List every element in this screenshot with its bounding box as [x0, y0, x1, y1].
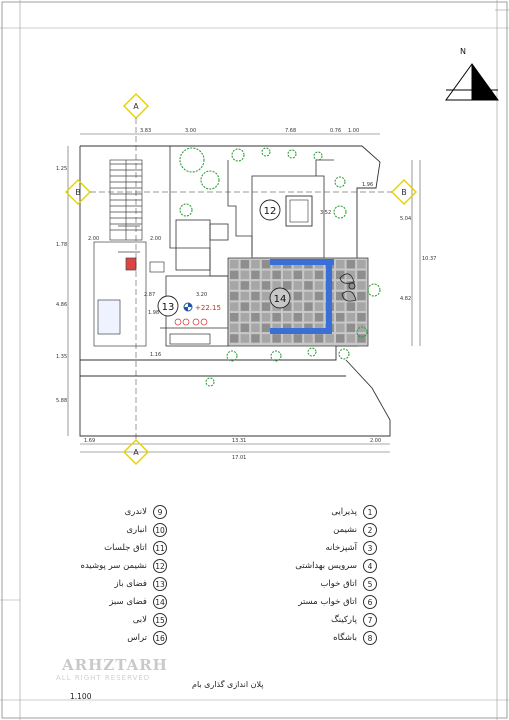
paver-tile [357, 313, 366, 322]
dim-left-3: 4.86 [56, 302, 68, 308]
paver-tile [294, 271, 303, 280]
legend-label: اتاق خواب [320, 579, 357, 589]
level-mark [184, 303, 221, 312]
dim-right-3: 10.37 [422, 256, 437, 262]
service-strip [94, 226, 164, 346]
legend-item-15 [133, 613, 167, 627]
dim-top-3: 7.68 [285, 128, 297, 134]
paver-tile [315, 281, 324, 290]
legend-item-11 [104, 541, 167, 555]
plant-icon [335, 177, 345, 187]
legend-label: آشپزخانه [325, 543, 357, 553]
paver-tile [315, 271, 324, 280]
dim-top-4: 0.76 [330, 128, 342, 134]
plant-icon [227, 351, 237, 361]
dim-left-2: 1.78 [56, 242, 68, 248]
paver-tile [347, 302, 356, 311]
legend-item-6 [298, 595, 377, 609]
paver-tile [262, 292, 271, 301]
svg-text:A: A [133, 448, 139, 457]
dim-left-5: 5.88 [56, 398, 68, 404]
paver-tile [241, 334, 250, 343]
legend-item-16 [127, 631, 167, 645]
paver-tile [262, 260, 271, 269]
paver-tile [241, 271, 250, 280]
legend-label: پذیرایی [331, 507, 357, 517]
paver-tile [262, 334, 271, 343]
legend-label: اتاق خواب مستر [298, 597, 357, 607]
paver-tile [262, 302, 271, 311]
paver-tile [336, 260, 345, 269]
legend-item-7 [331, 613, 377, 627]
paver-tile [230, 324, 239, 333]
dim-overall: 17.01 [232, 455, 247, 461]
legend-number: 14 [153, 595, 167, 609]
plant-icon [308, 348, 316, 356]
paver-tile [251, 313, 260, 322]
paver-tile [294, 281, 303, 290]
legend-item-5 [320, 577, 377, 591]
paver-tile [357, 292, 366, 301]
svg-text:14: 14 [273, 294, 287, 305]
paver-tile [315, 334, 324, 343]
room-tag-14 [270, 288, 290, 308]
dim-right-1: 5.04 [400, 216, 412, 222]
north-arrow-icon [446, 64, 498, 100]
water-channel-bottom [270, 328, 332, 334]
paver-tile [262, 324, 271, 333]
paver-tile [347, 324, 356, 333]
legend-number: 16 [153, 631, 167, 645]
paver-tile [336, 302, 345, 311]
dim-top-5: 1.00 [348, 128, 360, 134]
paver-tile [241, 324, 250, 333]
dim-inner-5: 2.87 [144, 292, 156, 298]
legend-item-12 [81, 559, 167, 573]
dim-inner-6: 1.98 [148, 310, 160, 316]
brand-watermark: ARHZTARH [62, 656, 168, 674]
legend-item-10 [126, 523, 167, 537]
legend-label: باشگاه [333, 633, 357, 643]
legend-label: پارکینگ [331, 615, 357, 625]
dim-bottom-1: 1.69 [84, 438, 96, 444]
dim-left-4: 1.35 [56, 354, 68, 360]
paver-tile [357, 271, 366, 280]
paver-tile [304, 302, 313, 311]
plant-icon [262, 148, 270, 156]
section-marker-b-right [392, 180, 416, 204]
plant-icon [368, 284, 380, 296]
plant-icon [339, 349, 349, 359]
dim-inner-7: 3.20 [196, 292, 208, 298]
legend-item-3 [325, 541, 377, 555]
legend-label: سرویس بهداشتی [295, 561, 357, 571]
outdoor-table [170, 319, 210, 344]
svg-text:+22.15: +22.15 [195, 304, 221, 312]
legend-label: اتاق جلسات [104, 543, 147, 553]
paver-tile [336, 324, 345, 333]
paver-tile [336, 313, 345, 322]
room-tag-12 [260, 200, 280, 220]
north-label: N [460, 47, 466, 56]
plant-icon [288, 150, 296, 158]
svg-text:A: A [133, 102, 139, 111]
dim-bottom-2: 13.31 [232, 438, 247, 444]
legend-item-9 [125, 505, 167, 519]
plant-icon [201, 171, 219, 189]
legend-item-2 [333, 523, 377, 537]
svg-text:B: B [401, 188, 407, 197]
dim-right-2: 4.82 [400, 296, 412, 302]
paver-tile [251, 302, 260, 311]
paver-tile [283, 281, 292, 290]
paver-tile [357, 260, 366, 269]
paver-tile [262, 271, 271, 280]
plant-icon [271, 351, 281, 361]
dim-inner-1: 2.00 [88, 236, 100, 242]
legend-number: 6 [363, 595, 377, 609]
legend-number: 2 [363, 523, 377, 537]
paver-tile [294, 313, 303, 322]
svg-text:12: 12 [263, 206, 277, 217]
legend-label: تراس [127, 633, 147, 643]
plant-icon [180, 204, 192, 216]
stair [110, 160, 142, 240]
legend-number: 5 [363, 577, 377, 591]
paver-tile [315, 292, 324, 301]
legend-item-14 [109, 595, 167, 609]
legend-label: فضای باز [114, 579, 147, 589]
paver-tile [283, 271, 292, 280]
paver-tile [304, 281, 313, 290]
paver-tile [230, 292, 239, 301]
legend-number: 13 [153, 577, 167, 591]
paver-tile [241, 302, 250, 311]
paver-tile [251, 260, 260, 269]
paver-tile [336, 334, 345, 343]
paver-tile [251, 281, 260, 290]
legend-number: 11 [153, 541, 167, 555]
paver-tile [357, 281, 366, 290]
dim-top-2: 3.00 [185, 128, 197, 134]
paver-tile [315, 313, 324, 322]
paver-tile [230, 281, 239, 290]
paver-tile [294, 292, 303, 301]
plant-icon [314, 152, 322, 160]
paver-tile [304, 292, 313, 301]
drawing-scale: 1.100 [70, 692, 92, 701]
legend-number: 12 [153, 559, 167, 573]
legend-label: فضای سبز [109, 597, 147, 607]
paver-tile [347, 313, 356, 322]
paver-tile [304, 313, 313, 322]
drawing-title: پلان اندازی گذاری بام [192, 680, 264, 689]
paver-tile [272, 313, 281, 322]
paver-tile [347, 260, 356, 269]
section-marker-b-left [66, 180, 90, 204]
paver-tile [241, 281, 250, 290]
dim-top-1: 3.83 [140, 128, 152, 134]
legend-number: 15 [153, 613, 167, 627]
legend-item-1 [331, 505, 377, 519]
legend-number: 8 [363, 631, 377, 645]
legend-number: 3 [363, 541, 377, 555]
plant-icon [180, 148, 204, 172]
plant-icon [206, 378, 214, 386]
legend-number: 10 [153, 523, 167, 537]
paver-tile [283, 334, 292, 343]
paver-tile [230, 271, 239, 280]
paver-tile [272, 334, 281, 343]
dim-inner-2: 1.96 [362, 182, 374, 188]
svg-text:13: 13 [161, 302, 175, 313]
paver-tile [241, 313, 250, 322]
paver-tile [304, 271, 313, 280]
paver-tile [251, 292, 260, 301]
paver-tile [294, 334, 303, 343]
legend-item-4 [295, 559, 377, 573]
legend-label: لاندری [124, 507, 147, 517]
legend-label: لابی [132, 615, 147, 625]
dim-inner-3: 3.52 [320, 210, 332, 216]
legend-item-13 [115, 577, 167, 591]
paver-tile [304, 334, 313, 343]
dim-left-1: 1.25 [56, 166, 68, 172]
legend-item-8 [333, 631, 377, 645]
paver-tile [230, 260, 239, 269]
paver-tile [262, 281, 271, 290]
paver-tile [251, 334, 260, 343]
paver-tile [230, 302, 239, 311]
paver-tile [262, 313, 271, 322]
paver-tile [294, 302, 303, 311]
paver-tile [230, 313, 239, 322]
plant-icon [334, 206, 346, 218]
paver-tile [230, 334, 239, 343]
svg-text:B: B [75, 188, 81, 197]
plant-icon [232, 149, 244, 161]
paver-tile [283, 313, 292, 322]
water-channel-right [326, 262, 332, 334]
section-marker-a-top [124, 94, 148, 118]
paver-tile [347, 292, 356, 301]
paver-tile [251, 271, 260, 280]
dim-inner-4: 2.00 [150, 236, 162, 242]
legend-number: 7 [363, 613, 377, 627]
dim-bottom-3: 2.00 [370, 438, 382, 444]
paver-tile [315, 302, 324, 311]
paver-tile [357, 302, 366, 311]
legend-number: 4 [363, 559, 377, 573]
legend-label: انباری [126, 525, 147, 535]
paver-tile [241, 292, 250, 301]
legend-number: 1 [363, 505, 377, 519]
paver-tile [347, 334, 356, 343]
paver-tile [272, 271, 281, 280]
legend-number: 9 [153, 505, 167, 519]
legend-label: نشیمن سر پوشیده [80, 561, 147, 571]
room-tag-13 [158, 296, 178, 316]
dim-inner-8: 1.16 [150, 352, 162, 358]
brand-tagline: ALL RIGHT RESERVED [56, 674, 151, 682]
paver-tile [251, 324, 260, 333]
paver-tile [347, 271, 356, 280]
paver-tile [325, 334, 334, 343]
legend-label: نشیمن [333, 525, 357, 535]
paver-tile [241, 260, 250, 269]
water-channel-top [270, 259, 334, 265]
